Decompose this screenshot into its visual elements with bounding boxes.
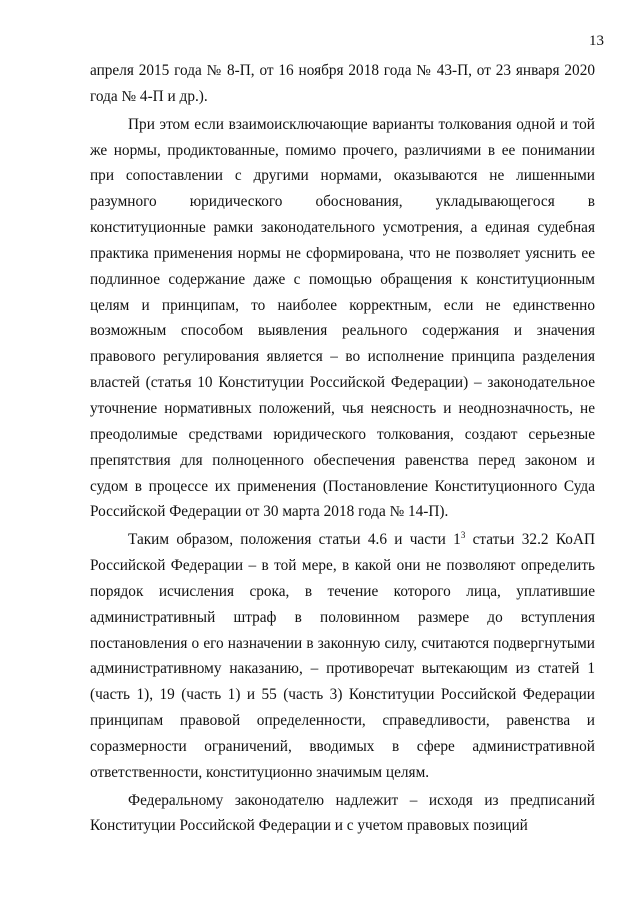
page-number: 13 [589, 33, 604, 49]
paragraph-interpretation: При этом если взаимоисключающие варианты толкования одной и той же нормы, продиктованные, помимо прочего, различиями в ее понимании при сопоставлении с другими нормами, оказываются не лишенными разумного юридического обоснования, укладывающегося в конституционные рамки законодательного усмотрения, а единая судебная практика применения нормы не сформирована, что не позволяет уяснить ее подлинное содержание даже с помощью обращения к конституционным целям и принципам, то наиболее корректным, если не единственно возможным способом выявления реального содержания и значения правового регулирования является – во исполнение принципа разделения властей (статья 10 Конституции Российской Федерации) – законодательное уточнение нормативных положений, чья неясность и неоднозначность, не преодолимые средствами юридического толкования, создают серьезные препятствия для полноценного обеспечения равенства перед законом и судом в процессе их применения (Постановление Конституционного Суда Российской Федерации от 30 марта 2018 года № 14-П). [90, 115, 595, 521]
paragraph-conclusion-text-after: статьи 32.2 КоАП Российской Федерации – в той мере, в какой они не позволяют определить порядок исчисления срока, в течение которого лица, уплатившие административный штраф в половинном размере до вступления постановления о его назначении в законную силу, считаются подвергнутыми административному наказанию, – противоречат вытекающим из статей 1 (часть 1), 19 (часть 1) и 55 (часть 3) Конституции Российской Федерации принципам правовой определенности, справедливости, равенства и соразмерности ограничений, вводимых в сфере административной ответственности, конституционно значимым целям. [90, 531, 596, 781]
paragraph-conclusion-text-before: Таким образом, положения статьи 4.6 и части 1 [128, 531, 461, 549]
paragraph-conclusion [90, 527, 595, 785]
document-body [90, 58, 595, 839]
paragraph-continuation: апреля 2015 года № 8-П, от 16 ноября 2018 года № 43-П, от 23 января 2020 года № 4-П и др.). [90, 62, 595, 105]
paragraph-legislator: Федеральному законодателю надлежит – исходя из предписаний Конституции Российской Федерации и с учетом правовых позиций [90, 791, 595, 835]
superscript-part-number: 3 [460, 530, 466, 541]
